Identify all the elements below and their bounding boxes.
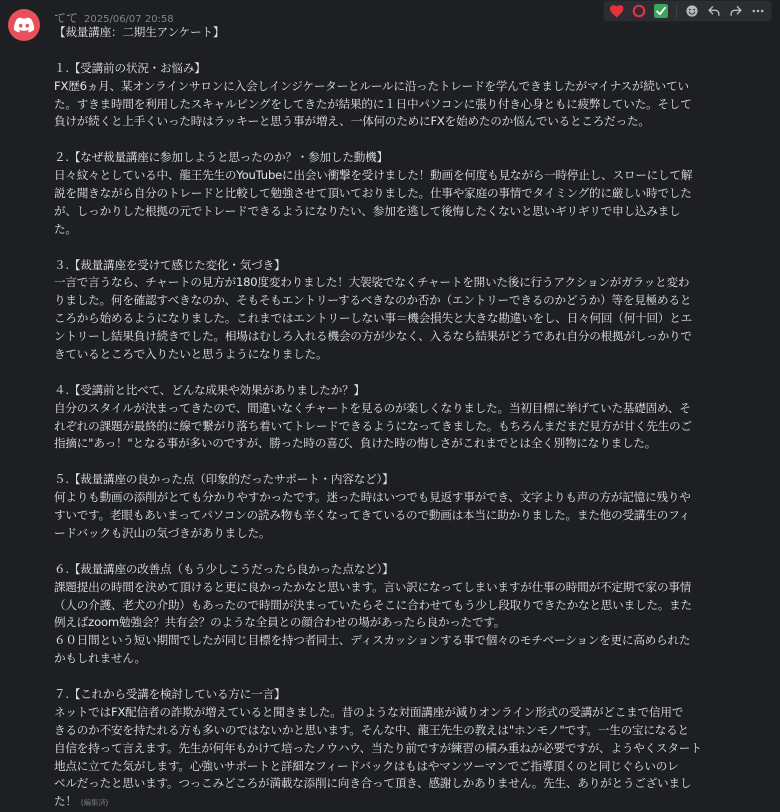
blank-line	[54, 453, 774, 471]
reaction-heart[interactable]	[608, 2, 626, 20]
message-line	[54, 650, 774, 668]
message-line	[54, 489, 774, 507]
message-line	[54, 113, 774, 131]
message-line	[54, 471, 774, 489]
more-button[interactable]	[749, 2, 767, 20]
blank-line	[54, 239, 774, 257]
checkmark-icon	[654, 4, 668, 18]
message-line	[54, 149, 774, 167]
message-line	[54, 597, 774, 615]
timestamp: 2025/06/07 20:58	[84, 14, 174, 25]
message-line-text: 負けが続くと上手くいった時はラッキーと思う事が増え、一体何のためにFXを始めたのか悩んでいるところだった。	[54, 114, 650, 129]
message-line-text: ベルだったと思います。つっこみどころが満載な添削に向き合って頂き、感謝しかありません。先生、ありがとうございまし	[54, 776, 692, 791]
avatar[interactable]	[8, 9, 40, 41]
message-line-text: 自分のスタイルが決まってきたので、間違いなくチャートを見るのが楽しくなりました。当初目標に挙げていた基礎固め、そ	[54, 400, 691, 415]
more-icon	[751, 4, 765, 18]
message-line	[54, 24, 774, 42]
message-line	[54, 722, 774, 740]
message-line	[54, 96, 774, 114]
reaction-check[interactable]	[652, 2, 670, 20]
message-line-text: 指摘に"あっ！"となる事が多いのですが、勝った時の喜び、負けた時の悔しさがこれまでとは全く別物になりました。	[54, 436, 657, 451]
edited-label: (編集済)	[80, 798, 109, 808]
message-line	[54, 185, 774, 203]
message-line-text: ントリーし結果負け続きでした。相場はむしろ入れる機会の方が少なく、入るなら結果がどうであれ自分の根拠がしっかりで	[54, 329, 692, 344]
username[interactable]: てて	[54, 11, 79, 25]
forward-icon	[729, 4, 743, 18]
message-line	[54, 525, 774, 543]
blank-line	[54, 131, 774, 149]
message-line-text: すいです。老眼もあいまってパソコンの読み物も辛くなってきているので動画は本当に助かりました。また他の受講生のフィ	[54, 508, 690, 523]
message-line-text: FX歴6ヵ月、某オンラインサロンに入会しインジケーターとルールに沿ったトレードを学んできましたがマイナスが続いてい	[54, 78, 689, 93]
message-line	[54, 310, 774, 328]
message-line-text: 自信を持って言えます。先生が何年もかけて培ったノウハウ、当たり前ですが練習の積み重ねが必要ですが、ようやくスタート	[54, 740, 702, 755]
message-line-text: ６０日間という短い期間でしたが同じ目標を持つ者同士、ディスカッションする事で個々のモチベーションを更に高められた	[54, 633, 691, 648]
blank-line	[54, 42, 774, 60]
message-line	[54, 221, 774, 239]
message-line-text: れぞれの課題が最終的に線で繋がり落ち着いてトレードできるようになってきました。もちろんまだまだ見方が甘く先生のご	[54, 418, 692, 433]
message-line-text: た。	[54, 221, 77, 236]
ring-icon	[632, 4, 646, 18]
message-line-text: （人の介護、老犬の介助）もあったので時間が決まっていたらそこに合わせてもう少し段取りできたかなと思いました。また	[54, 597, 692, 612]
blank-line	[54, 543, 774, 561]
message-line	[54, 346, 774, 364]
message-line-text: ３.【裁量講座を受けて感じた変化・気づき】	[54, 257, 286, 272]
message-line-text: た。すきま時間を利用したスキャルピングをしてきたが結果的に１日中パソコンに張り付き心身ともに疲弊していた。そして	[54, 96, 692, 111]
message-line	[54, 400, 774, 418]
reply-button[interactable]	[705, 2, 723, 20]
message-line-text: ７.【これから受講を検討している方に一言】	[54, 686, 286, 701]
message-line	[54, 561, 774, 579]
discord-logo-icon	[14, 17, 34, 33]
message-line-text: 例えばzoom勉強会？共有会？のような全員との顔合わせの場があったら良かったです。	[54, 615, 506, 630]
add-reaction-button[interactable]	[683, 2, 701, 20]
message-toolbar	[603, 0, 772, 22]
message-line-text: ５.【裁量講座の良かった点（印象的だったサポート・内容など）】	[54, 472, 394, 487]
message-line-text: きるのか不安を持たれる方も多いのではないかと思います。そんな中、龍王先生の教えは"ホンモノ"です。一生の宝になると	[54, 722, 689, 737]
add-reaction-icon	[685, 4, 699, 18]
heart-icon	[610, 5, 624, 18]
blank-line	[54, 668, 774, 686]
message-line-text: が、しっかりした根拠の元でトレードできるようになりたい、参加を逃して後悔したくないと思いギリギリで申し込みまし	[54, 203, 681, 218]
message-line	[54, 78, 774, 96]
message-line	[54, 418, 774, 436]
message-line-text: 何よりも動画の添削がとても分かりやすかったです。迷った時はいつでも見返す事ができ、文字よりも声の方が記憶に残りや	[54, 490, 691, 505]
message-line	[54, 740, 774, 758]
message-line-text: ２.【なぜ裁量講座に参加しようと思ったのか？・参加した動機】	[54, 150, 388, 165]
message-line-text: りました。何を確認すべきなのか、そもそもエントリーするべきなのか否か（エントリーできるのかどうか）等を見極めると	[54, 293, 692, 308]
message-line	[54, 507, 774, 525]
reply-icon	[707, 4, 721, 18]
message-line-text: １.【受講前の状況・お悩み】	[54, 60, 206, 75]
message-line-text: ネットではFX配信者の詐欺が増えていると聞きました。昔のような対面講座が減りオンライン形式の受講がどこまで信用で	[54, 704, 684, 719]
message-line	[54, 167, 774, 185]
message-line-text: ころから始めるようになりました。これまではエントリーしない事＝機会損失と大きな勘違いをし、日々何回（何十回）とエ	[54, 311, 693, 326]
message-line	[54, 203, 774, 221]
message-line	[54, 758, 774, 776]
message-line-text: 地点に立てた気がします。心強いサポートと詳細なフィードバックはもはやマンツーマンでご指導頂くのと同じぐらいのレ	[54, 758, 679, 773]
message-line	[54, 382, 774, 400]
message-line	[54, 257, 774, 275]
message-line	[54, 686, 774, 704]
message-line-text: きているところで入りたいと思うようになりました。	[54, 347, 328, 362]
message-line	[54, 614, 774, 632]
message-line	[54, 793, 774, 811]
message-line-text: た！	[54, 794, 77, 809]
message-line	[54, 274, 774, 292]
message-line-text: かもしれません。	[54, 651, 146, 666]
forward-button[interactable]	[727, 2, 745, 20]
message-content	[54, 24, 774, 811]
message-line	[54, 435, 774, 453]
message-line-text: 課題提出の時間を決めて頂けると更に良かったかなと思います。言い訳になってしまいますが仕事の時間が不定期で家の事情	[54, 579, 692, 594]
message-header	[54, 9, 174, 25]
blank-line	[54, 364, 774, 382]
message-line-text: 説を聞きながら自分のトレードと比較して勉強させて頂いておりました。仕事や家庭の事情でタイミング的に厳しい時でした	[54, 186, 692, 201]
toolbar-divider	[676, 4, 677, 18]
message-line	[54, 704, 774, 722]
message-line-text: ６.【裁量講座の改善点（もう少しこうだったら良かった点など）】	[54, 561, 394, 576]
reaction-ring[interactable]	[630, 2, 648, 20]
message-line	[54, 328, 774, 346]
message-line	[54, 632, 774, 650]
message-line-text: 【裁量講座：二期生アンケート】	[54, 25, 225, 39]
message-line	[54, 60, 774, 78]
message-line	[54, 579, 774, 597]
message-line-text: 一言で言うなら、チャートの見方が180度変わりました！大袈裟でなくチャートを開いた後に行うアクションがガラッと変わ	[54, 275, 690, 290]
message-line-text: 日々紋々としている中、龍王先生のYouTubeに出会い衝撃を受けました！動画を何度も見ながら一時停止し、スローにして解	[54, 168, 693, 183]
message-line	[54, 775, 774, 793]
message-line	[54, 292, 774, 310]
message-line-text: ードバックも沢山の気づきがありました。	[54, 525, 271, 540]
message-line-text: ４.【受講前と比べて、どんな成果や効果がありましたか？】	[54, 382, 365, 397]
